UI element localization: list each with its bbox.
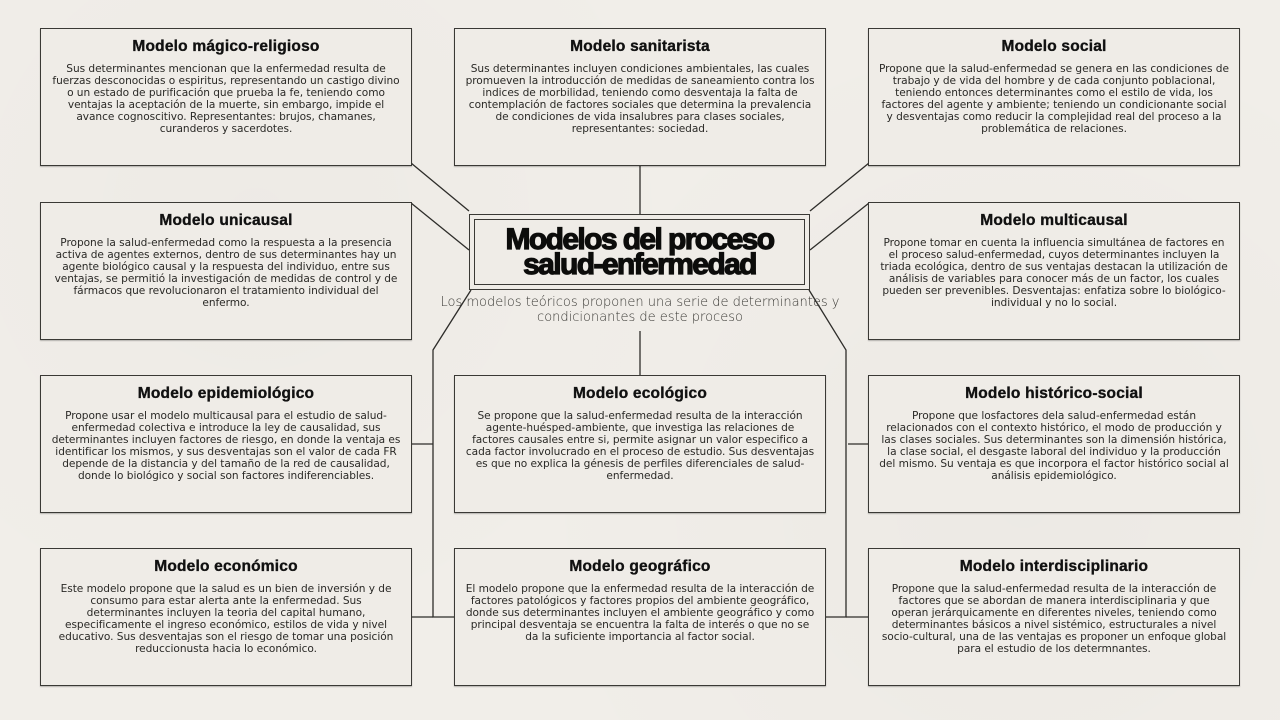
central-title-box bbox=[469, 214, 810, 290]
card-text: Sus determinantes mencionan que la enfermedad resulta de fuerzas desconocidas o espiritus, representando un castigo divino o un estado de purificación que prueba la fe, teniendo como ventajas la aceptación de la muerte, sin embargo, impide el avance cognoscitivo. Representantes: brujos, chamanes, curanderos y sacerdotes. bbox=[52, 63, 400, 135]
subtitle: Los modelos teóricos proponen una serie de determinantes y condicionantes de este proceso bbox=[440, 295, 840, 325]
card-title: Modelo interdisciplinario bbox=[959, 558, 1149, 575]
card-title: Modelo mágico-religioso bbox=[132, 38, 320, 55]
card-title: Modelo social bbox=[1001, 38, 1107, 55]
card-text: Este modelo propone que la salud es un bien de inversión y de consumo para estar alerta ante la enfermedad. Sus determinantes incluyen la teoria del capital humano, especificamente el ingreso económico, estilos de vida y nivel educativo. Sus desventajas son el riesgo de tomar una posición reduccionusta hacia lo económico. bbox=[58, 583, 394, 655]
card-text: Sus determinantes incluyen condiciones ambientales, las cuales promueven la introducción de medidas de saneamiento contra los indices de morbilidad, teniendo como desventaja la falta de contemplación de factores sociales que determina la prevalencia de condiciones de vida insalubres para clases sociales, representantes: sociedad. bbox=[465, 63, 815, 135]
card-text: Propone la salud-enfermedad como la respuesta a la presencia activa de agentes externos, dentro de sus determinantes hay un agente biológico causal y la respuesta del individuo, entre sus ventajas, se permitió la investigación de medidas de control y de fármacos que revolucionaron el tratamiento individual del enfermo. bbox=[54, 237, 398, 309]
card-modelo-geografico bbox=[454, 548, 826, 686]
card-text: Propone que la salud-enfermedad resulta de la interacción de factores que se abordan de manera interdisciplinaria y que operan jerárquicamente en diferentes niveles, teniendo como determinantes básicos a nivel sistémico, estructurales a nivel socio-cultural, una de las ventajas es proponer un enfoque global para el estudio de los determnantes. bbox=[881, 583, 1227, 655]
card-title: Modelo sanitarista bbox=[570, 38, 710, 55]
card-text: Propone tomar en cuenta la influencia simultánea de factores en el proceso salud-enfermedad, cuyos determinantes incluyen la triada ecológica, dentro de sus ventajas destacan la utilización de análisis de variables para conocer más de un factor, los cuales pueden ser prevenibles. Desventajas: enfatiza sobre lo biológico-individual y no lo social. bbox=[880, 237, 1228, 309]
card-title: Modelo unicausal bbox=[159, 212, 293, 229]
page-title-line-1: Modelos del proceso bbox=[505, 223, 774, 256]
card-modelo-interdisciplinario bbox=[868, 548, 1240, 686]
card-modelo-sanitarista bbox=[454, 28, 826, 166]
card-title: Modelo epidemiológico bbox=[137, 385, 315, 402]
card-modelo-epidemiologico bbox=[40, 375, 412, 513]
card-title: Modelo histórico-social bbox=[965, 385, 1143, 402]
card-text: El modelo propone que la enfermedad resulta de la interacción de factores patológicos y factores propios del ambiente geográfico, donde sus determinantes incluyen el ambiente geográfico y como principal desventaja se encuentra la falta de interés o que no se da la suficiente importancia al factor social. bbox=[465, 583, 815, 643]
card-title: Modelo económico bbox=[154, 558, 298, 575]
card-text: Propone usar el modelo multicausal para el estudio de salud-enfermedad colectiva e introduce la ley de causalidad, sus determinantes incluyen factores de riesgo, en donde la ventaja es identificar los mismos, y sus desventajas son el valor de cada FR depende de la distancia y del tamaño de la red de causalidad, donde lo biológico y social son factores indiferenciables. bbox=[51, 410, 401, 482]
card-title: Modelo ecológico bbox=[572, 385, 708, 402]
card-title: Modelo geográfico bbox=[569, 558, 711, 575]
page-title-line-2: salud-enfermedad bbox=[523, 248, 756, 281]
card-modelo-magico-religioso bbox=[40, 28, 412, 166]
card-text: Propone que la salud-enfermedad se genera en las condiciones de trabajo y de vida del hombre y de cada conjunto poblacional, teniendo entonces determinantes como el estilo de vida, los factores del agente y ambiente; teniendo un condicionante social y desventajas como reducir la complejidad real del proceso a la problemática de relaciones. bbox=[879, 63, 1229, 135]
card-modelo-unicausal bbox=[40, 202, 412, 340]
card-modelo-social bbox=[868, 28, 1240, 166]
card-modelo-economico bbox=[40, 548, 412, 686]
card-text: Propone que losfactores dela salud-enfermedad están relacionados con el contexto histórico, el modo de producción y las clases sociales. Sus determinantes son la dimensión histórica, la clase social, el desgaste laboral del individuo y la producción del mismo. Su ventaja es que incorpora el factor histórico social al análisis epidemiológico. bbox=[879, 410, 1229, 482]
card-modelo-ecologico bbox=[454, 375, 826, 513]
central-title-inner bbox=[474, 219, 805, 285]
card-modelo-historico-social bbox=[868, 375, 1240, 513]
card-text: Se propone que la salud-enfermedad resulta de la interacción agente-huésped-ambiente, que investiga las relaciones de factores causales entre si, permite asignar un valor especifico a cada factor involucrado en el proceso de estudio. Sus desventajas es que no explica la génesis de perfiles diferenciales de salud-enfermedad. bbox=[465, 410, 815, 482]
card-modelo-multicausal bbox=[868, 202, 1240, 340]
card-title: Modelo multicausal bbox=[980, 212, 1128, 229]
